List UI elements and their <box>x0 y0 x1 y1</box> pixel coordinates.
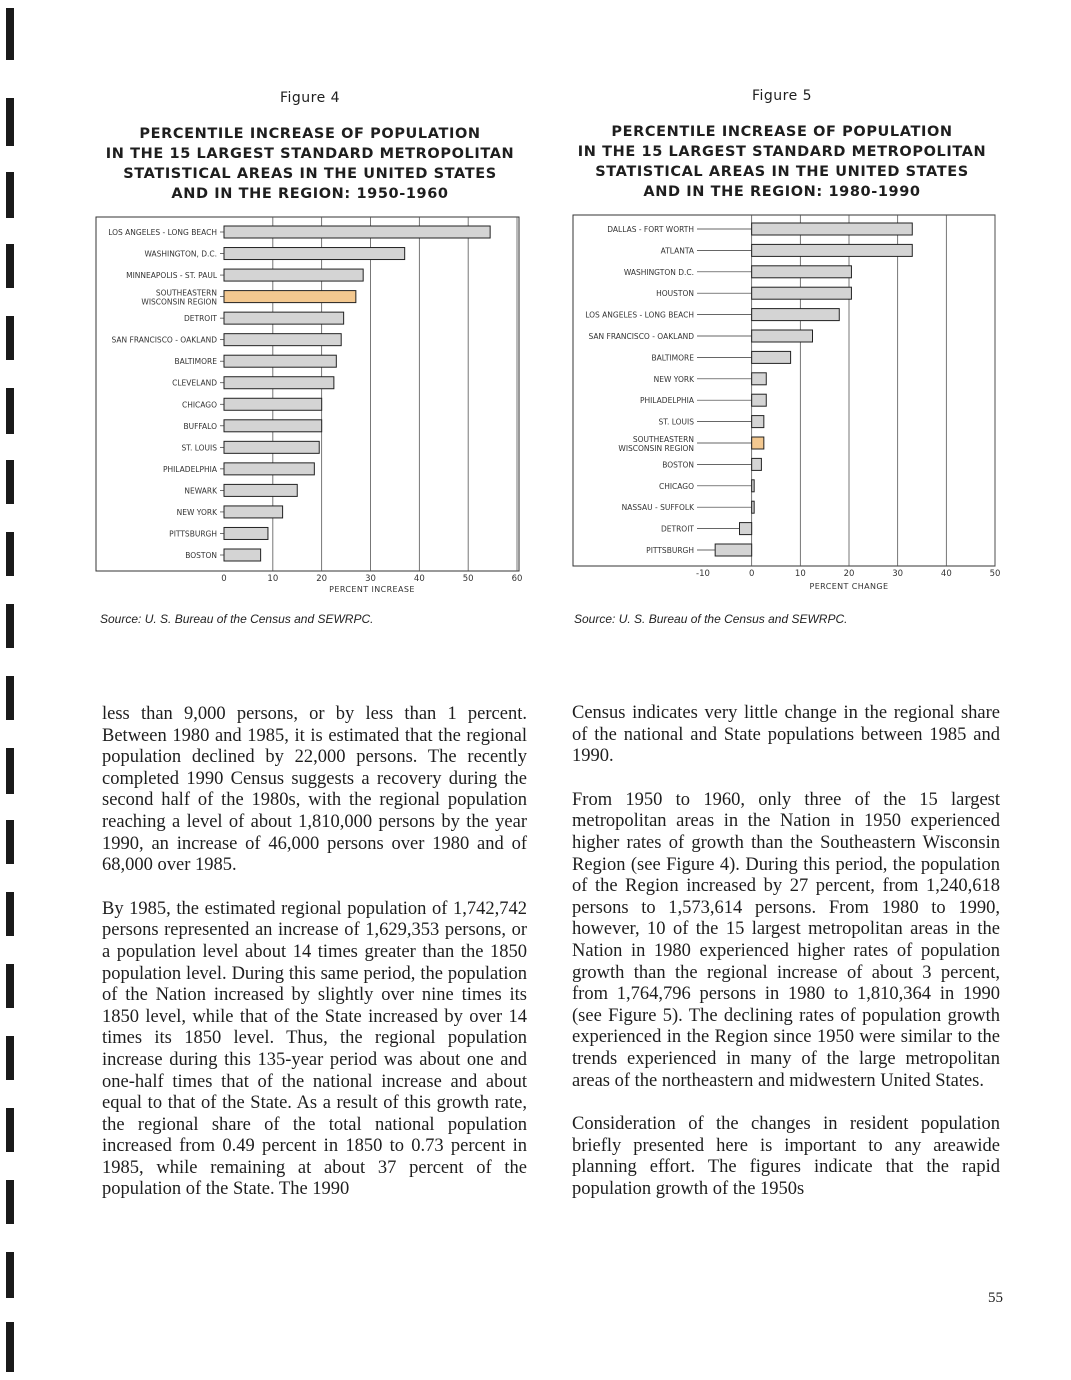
figure5-bar <box>752 437 764 449</box>
figure5-bar <box>752 416 764 428</box>
figure4-category-label: PITTSBURGH <box>169 529 217 539</box>
figure5-bar <box>752 373 767 385</box>
figure4-bar <box>224 420 322 432</box>
figure4-heading-line: IN THE 15 LARGEST STANDARD METROPOLITAN <box>105 146 515 162</box>
figure4-category-label: NEWARK <box>184 486 217 496</box>
figure5-tick-label: 10 <box>794 569 806 579</box>
figure5-heading <box>568 122 996 202</box>
body-paragraph: Census indicates very little change in the regional share of the national and State populations between 1985 and 1990. <box>572 703 1000 767</box>
figure4-bar <box>224 527 268 539</box>
figure4-category-label: WASHINGTON, D.C. <box>144 249 217 259</box>
figure5-category-label: HOUSTON <box>656 289 694 299</box>
figure4-bar <box>224 484 297 496</box>
figure5-heading-line: AND IN THE REGION: 1980-1990 <box>643 184 921 200</box>
figure5-bar <box>752 330 813 342</box>
figure5-number: Figure 5 <box>751 88 813 104</box>
figure5-heading-line: IN THE 15 LARGEST STANDARD METROPOLITAN <box>577 144 987 160</box>
figure5-tick-label: 40 <box>940 569 952 579</box>
figure4-tick-label: 10 <box>267 574 279 584</box>
figure5-category-label: PITTSBURGH <box>646 546 694 555</box>
figure5-tick-label: 50 <box>989 569 1001 579</box>
figure5-heading-line: STATISTICAL AREAS IN THE UNITED STATES <box>595 164 969 180</box>
figure5-category-label: CHICAGO <box>658 481 694 491</box>
figure5-heading-line: PERCENTILE INCREASE OF POPULATION <box>611 124 953 140</box>
binding-holes <box>6 0 16 1380</box>
figure5-bar <box>752 223 913 235</box>
figure4-tick-label: 20 <box>316 574 328 584</box>
figure5-frame <box>573 215 995 566</box>
figure4-bar <box>224 441 319 453</box>
body-paragraph: From 1950 to 1960, only three of the 15 largest metropolitan areas in the Nation in 1950 experienced higher rates of growth than the Southeastern Wisconsin Region (see Figure 4). During this period, the population of the Region increased by 27 percent, from 1,240,618 persons to 1,573,614 persons. From 1980 to 1990, however, 10 of the 15 largest metropolitan areas in the Nation in 1980 experienced higher rates of population growth than the regional increase of about 3 percent, from 1,764,796 persons in 1980 to 1,810,364 in 1990 (see Figure 5). The declining rates of population growth experienced in the Region since 1950 were similar to the trends experienced in many of the large metropolitan areas of the northeastern and midwestern United States. <box>572 789 1000 1091</box>
figure5-category-label: WASHINGTON D.C. <box>623 267 694 277</box>
figure5-bar <box>752 458 762 470</box>
figure5-tick-label: -10 <box>696 569 710 579</box>
figure4-bar <box>224 269 363 281</box>
body-paragraph: By 1985, the estimated regional population of 1,742,742 persons represented an increase of 1,629,353 persons, or a population level about 14 times greater than the 1850 population level. During this same period, the population of the Nation increased by slightly over nine times its 1850 level, while that of the State increased by over 14 times its 1850 level. Thus, the regional population increase during this 135-year period was about one and one-half times that of the national increase and about equal to that of the State. As a result of this growth rate, the regional share of the total national population increased from 0.49 percent in 1850 to 0.73 percent in 1985, while remaining at about 37 percent of the population of the State. The 1990 <box>102 898 527 1200</box>
figure4-category-label: BUFFALO <box>183 421 217 431</box>
figure5-category-label: BOSTON <box>662 460 694 470</box>
figure4-category-label: MINNEAPOLIS - ST. PAUL <box>126 271 217 281</box>
figure5-bar <box>740 523 752 535</box>
page-number: 55 <box>988 1290 1003 1306</box>
figure4-tick-label: 40 <box>413 574 425 584</box>
figure5-bar <box>752 394 767 406</box>
figure4-frame <box>96 217 519 571</box>
figure5-category-label: NASSAU - SUFFOLK <box>621 503 694 513</box>
figure4-bar <box>224 549 261 561</box>
figure4-category-label: LOS ANGELES - LONG BEACH <box>108 228 217 237</box>
figure5-title-block <box>568 88 996 202</box>
body-paragraph: less than 9,000 persons, or by less than 1 percent. Between 1980 and 1985, it is estimated that the regional population declined by 22,000 persons. The recently completed 1990 Census suggests a recovery during the second half of the 1980s, with the regional population reaching a level of about 1,810,000 persons by the year 1990, an increase of 46,000 persons over 1980 and of 68,000 over 1985. <box>102 704 527 876</box>
figure4-bar <box>224 355 336 367</box>
figure5-category-label: DETROIT <box>660 524 694 534</box>
figure5-category-label: SAN FRANCISCO - OAKLAND <box>588 332 694 341</box>
figure4-tick-label: 50 <box>462 574 474 584</box>
figure5-bar <box>752 244 913 256</box>
figure5-category-label: WISCONSIN REGION <box>618 444 694 453</box>
figure4-category-label: DETROIT <box>183 314 217 324</box>
figure4-bar <box>224 506 283 518</box>
figure5-category-label: NEW YORK <box>653 374 694 384</box>
figure5-bar <box>715 544 752 556</box>
body-paragraph: Consideration of the changes in resident population briefly presented here is important to any areawide planning effort. The figures indicate that the rapid population growth of the 1950s <box>572 1114 1000 1199</box>
figure4-bar <box>224 312 344 324</box>
figure4-bar <box>224 334 341 346</box>
figure4-xlabel: PERCENT INCREASE <box>329 585 415 594</box>
figure4-category-label: BALTIMORE <box>174 357 217 367</box>
figure4-tick-label: 60 <box>511 574 523 584</box>
figure4-category-label: SAN FRANCISCO - OAKLAND <box>111 335 217 345</box>
figure4-heading-line: STATISTICAL AREAS IN THE UNITED STATES <box>123 166 497 182</box>
figure4-bar <box>224 291 356 303</box>
figure5-bar <box>752 351 791 363</box>
figure5-bar <box>752 309 840 321</box>
figure4-bar <box>224 248 405 260</box>
figure5-category-label: SOUTHEASTERN <box>632 435 694 444</box>
figure4-category-label: NEW YORK <box>176 507 217 517</box>
figure5-category-label: BALTIMORE <box>651 353 694 363</box>
figure4-bar <box>224 463 314 475</box>
figure5-bar <box>752 480 755 492</box>
figure4-heading <box>96 124 524 204</box>
figure4-category-label: CLEVELAND <box>172 378 217 388</box>
figure5-category-label: LOS ANGELES - LONG BEACH <box>585 310 694 320</box>
figure5-category-label: ST. LOUIS <box>658 417 694 427</box>
figure4-bar <box>224 377 334 389</box>
figure4-bar <box>224 398 322 410</box>
figure5-tick-label: 20 <box>843 569 855 579</box>
figure5-xlabel: PERCENT CHANGE <box>809 582 889 591</box>
figure5-tick-label: 30 <box>892 569 904 579</box>
figure4-title-block <box>96 90 524 204</box>
figure5-bar <box>752 501 755 513</box>
figure4-category-label: CHICAGO <box>181 400 217 410</box>
figure4-number: Figure 4 <box>279 90 341 106</box>
figure4-category-label: ST. LOUIS <box>181 443 217 453</box>
figure4-category-label: PHILADELPHIA <box>162 464 217 474</box>
figure5-bar <box>752 266 852 278</box>
figure4-heading-line: PERCENTILE INCREASE OF POPULATION <box>139 126 481 142</box>
figure4-tick-label: 30 <box>365 574 376 584</box>
figure4-category-label: SOUTHEASTERN <box>155 288 217 298</box>
figure5-bar <box>752 287 852 299</box>
figure5-category-label: DALLAS - FORT WORTH <box>607 225 694 234</box>
figure4-category-label: BOSTON <box>185 551 217 560</box>
left-text-column <box>102 704 527 1223</box>
figure5-category-label: PHILADELPHIA <box>639 396 694 406</box>
figure4-tick-label: 0 <box>221 574 227 584</box>
figure4-source: Source: U. S. Bureau of the Census and SEWRPC. <box>100 612 374 626</box>
right-text-column <box>572 703 1000 1222</box>
figure4-bar <box>224 226 490 238</box>
figure4-heading-line: AND IN THE REGION: 1950-1960 <box>171 186 449 202</box>
figure4-category-label: WISCONSIN REGION <box>141 297 217 307</box>
figure5-tick-label: 0 <box>748 569 755 579</box>
figure5-category-label: ATLANTA <box>660 246 694 256</box>
figure5-source: Source: U. S. Bureau of the Census and SEWRPC. <box>574 612 848 626</box>
